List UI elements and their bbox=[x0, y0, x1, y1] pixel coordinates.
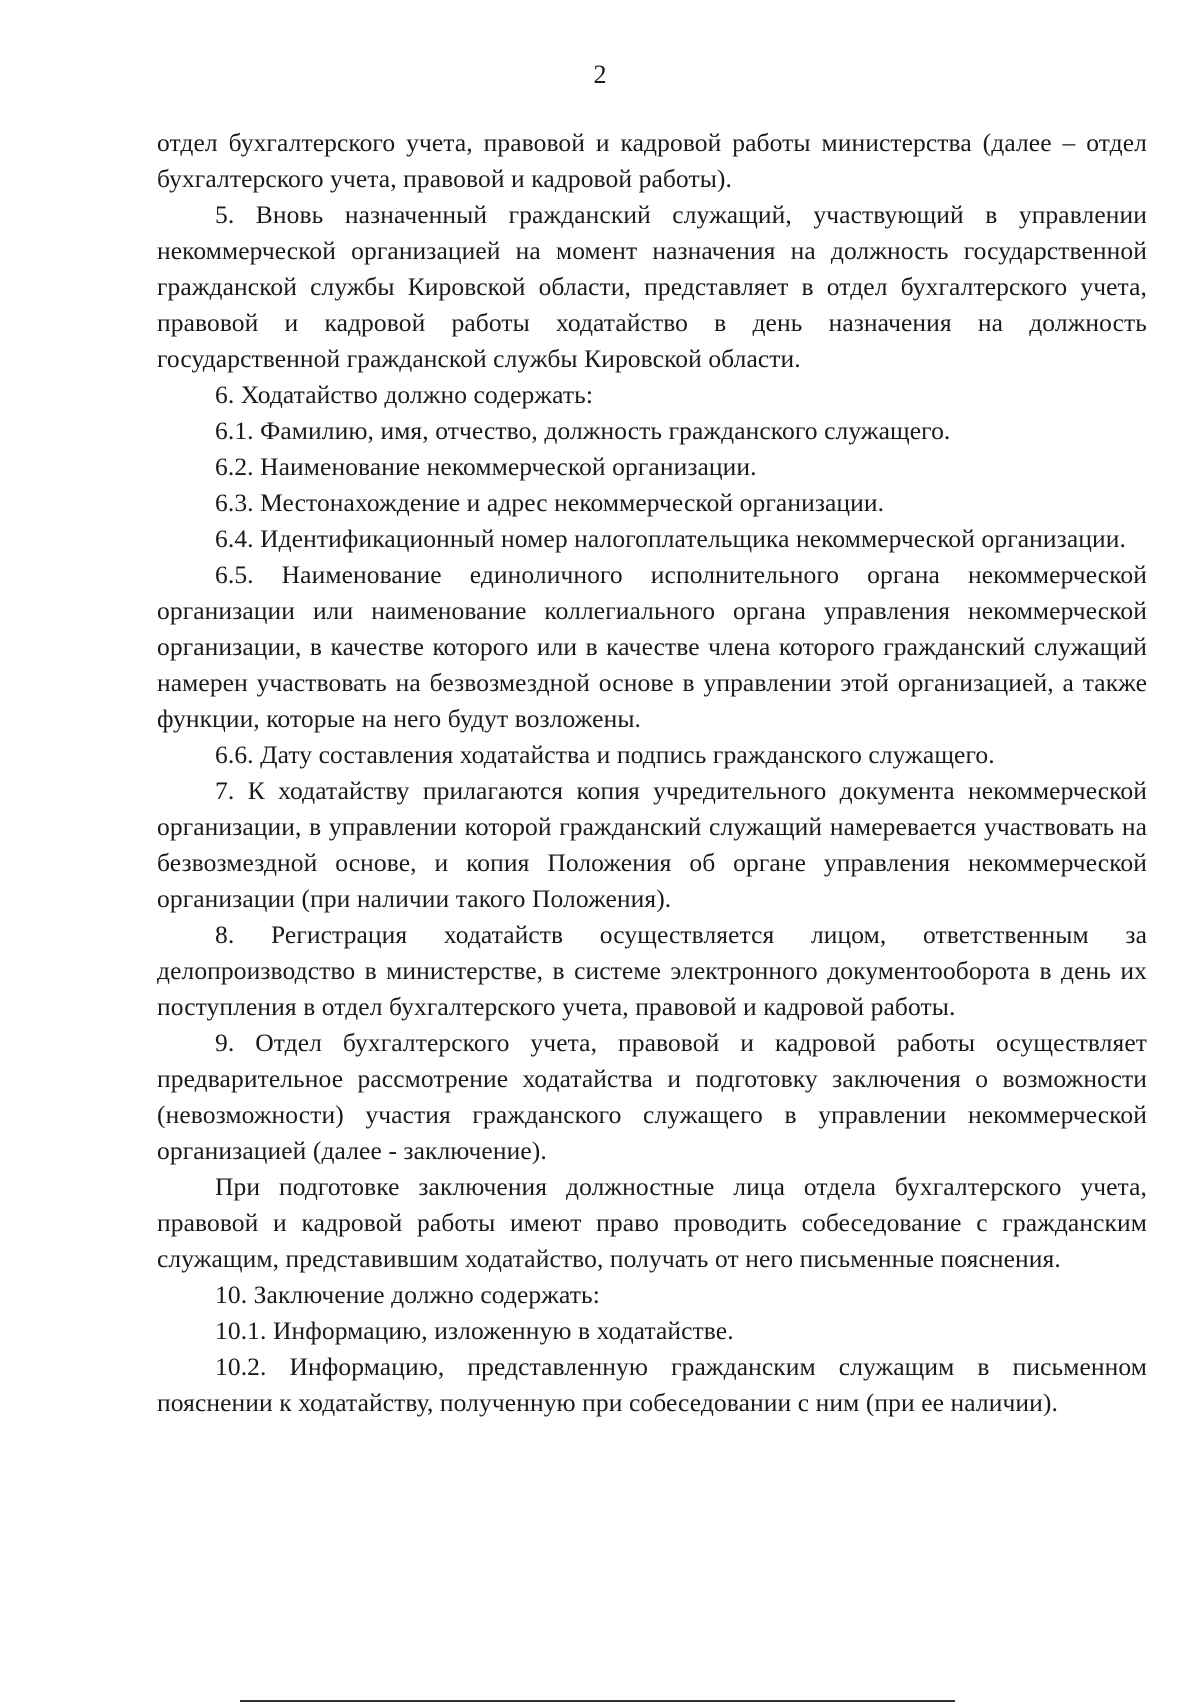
paragraph-item-10: 10. Заключение должно содержать: bbox=[215, 1280, 600, 1309]
paragraph-item-6-1: 6.1. Фамилию, имя, отчество, должность гражданского служащего. bbox=[215, 416, 951, 445]
paragraph-item-7: 7. К ходатайству прилагаются копия учредительного документа некоммерческой организации, в управлении которой гражданский служащий намеревается участвовать на безвозмездной основе, и копия Положения об органе управления некоммерческой организации (при наличии такого Положения). bbox=[157, 776, 1147, 913]
paragraph-item-6-5: 6.5. Наименование единоличного исполнительного органа некоммерческой организации или наименование коллегиального органа управления некоммерческой организации, в качестве которого или в качестве члена которого гражданский служащий намерен участвовать на безвозмездной основе в управлении этой организацией, а также функции, которые на него будут возложены. bbox=[157, 560, 1147, 733]
paragraph-item-9-note: При подготовке заключения должностные лица отдела бухгалтерского учета, правовой и кадровой работы имеют право проводить собеседование с гражданским служащим, представившим ходатайство, получать от него письменные пояснения. bbox=[157, 1172, 1147, 1273]
paragraph-item-8: 8. Регистрация ходатайств осуществляется лицом, ответственным за делопроизводство в министерстве, в системе электронного документооборота в день их поступления в отдел бухгалтерского учета, правовой и кадровой работы. bbox=[157, 920, 1147, 1021]
paragraph-item-10-1: 10.1. Информацию, изложенную в ходатайстве. bbox=[215, 1316, 734, 1345]
page-number: 2 bbox=[593, 60, 607, 89]
paragraph-item-6-4: 6.4. Идентификационный номер налогоплательщика некоммерческой организации. bbox=[215, 524, 1126, 553]
paragraph-continuation: отдел бухгалтерского учета, правовой и кадровой работы министерства (далее – отдел бухгалтерского учета, правовой и кадровой работы). bbox=[157, 128, 1147, 193]
paragraph-item-6: 6. Ходатайство должно содержать: bbox=[215, 380, 594, 409]
footer-divider bbox=[240, 1700, 955, 1702]
document-body bbox=[157, 125, 1147, 1421]
paragraph-item-9: 9. Отдел бухгалтерского учета, правовой и кадровой работы осуществляет предварительное рассмотрение ходатайства и подготовку заключения о возможности (невозможности) участия гражданского служащего в управлении некоммерческой организацией (далее - заключение). bbox=[157, 1028, 1147, 1165]
paragraph-item-6-3: 6.3. Местонахождение и адрес некоммерческой организации. bbox=[215, 488, 885, 517]
paragraph-item-6-2: 6.2. Наименование некоммерческой организации. bbox=[215, 452, 757, 481]
paragraph-item-6-6: 6.6. Дату составления ходатайства и подпись гражданского служащего. bbox=[215, 740, 995, 769]
paragraph-item-5: 5. Вновь назначенный гражданский служащий, участвующий в управлении некоммерческой организацией на момент назначения на должность государственной гражданской службы Кировской области, представляет в отдел бухгалтерского учета, правовой и кадровой работы ходатайство в день назначения на должность государственной гражданской службы Кировской области. bbox=[157, 200, 1147, 373]
paragraph-item-10-2: 10.2. Информацию, представленную гражданским служащим в письменном пояснении к ходатайству, полученную при собеседовании с ним (при ее наличии). bbox=[157, 1352, 1147, 1417]
